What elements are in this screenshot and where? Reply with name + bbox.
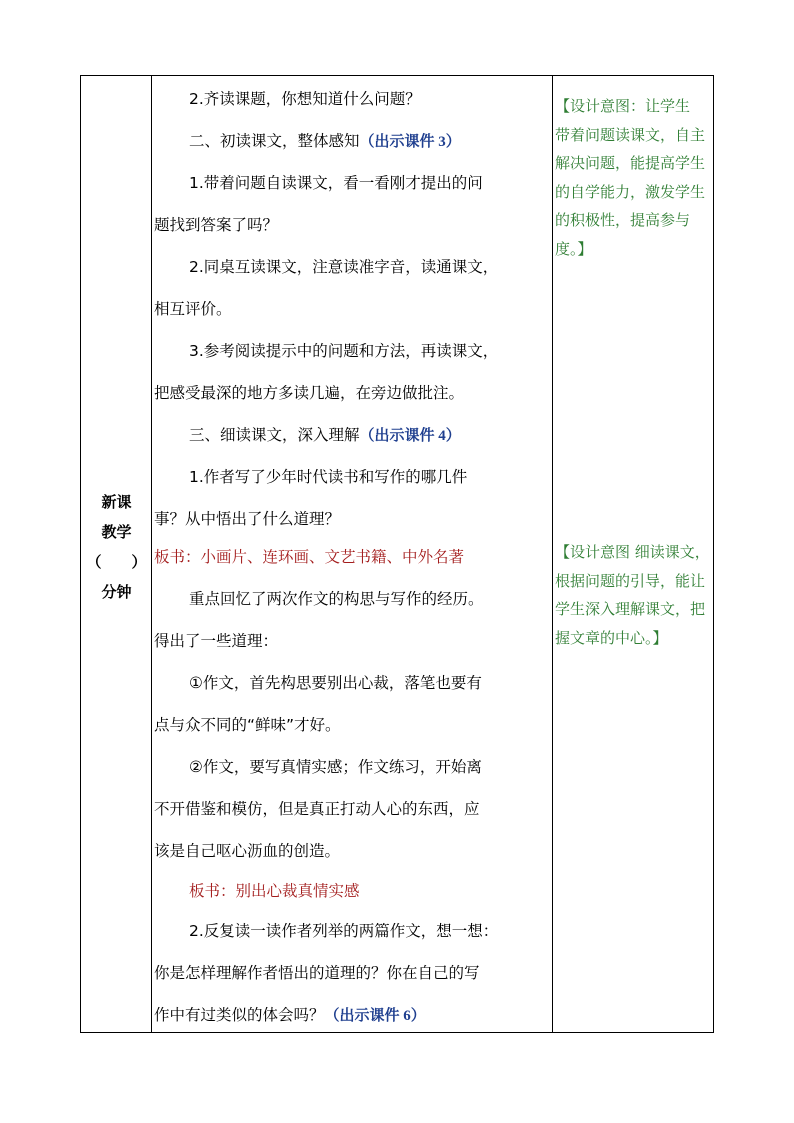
content-line: 得出了一些道理：: [154, 632, 279, 650]
design-note-line: 根据问题的引导，能让: [555, 571, 706, 590]
design-note-line: 【设计意图 细读课文，: [555, 543, 710, 561]
content-line: 2.齐读课题，你想知道什么问题？: [189, 90, 421, 108]
section-label-cell: [81, 76, 152, 1032]
design-note-line: 的自学能力，激发学生: [555, 182, 706, 201]
courseware-ref: （出示课件 4）: [359, 428, 461, 444]
section-label-line: 教学: [101, 523, 132, 541]
content-heading: 三、细读课文，深入理解（出示课件 4）: [189, 426, 461, 444]
lesson-content-cell: [152, 76, 553, 1032]
courseware-ref: （出示课件 6）: [324, 1008, 426, 1024]
board-note: 板书：小画片、连环画、文艺书籍、中外名著: [154, 548, 465, 566]
content-heading: 二、初读课文，整体感知（出示课件 3）: [189, 132, 461, 150]
content-line: 3.参考阅读提示中的问题和方法，再读课文，: [189, 342, 499, 360]
content-line: 事？从中悟出了什么道理？: [154, 510, 341, 528]
design-note-line: 【设计意图：让学生: [555, 97, 691, 115]
board-note: 板书：别出心裁真情实感: [189, 882, 360, 900]
content-line: 你是怎样理解作者悟出的道理的？你在自己的写: [154, 964, 480, 982]
lesson-table: [80, 75, 714, 1033]
content-line: 把感受最深的地方多读几遍，在旁边做批注。: [154, 384, 465, 402]
content-line: 2.反复读一读作者列举的两篇作文，想一想：: [189, 922, 499, 940]
design-note-line: 握文章的中心。】: [555, 628, 668, 647]
section-label-line: 新课: [101, 493, 132, 511]
content-line: 不开借鉴和模仿，但是真正打动人心的东西，应: [154, 800, 480, 818]
content-line: 1.作者写了少年时代读书和写作的哪几件: [189, 468, 468, 486]
content-line: 作中有过类似的体会吗？（出示课件 6）: [154, 1006, 426, 1024]
content-line: 2.同桌互读课文，注意读准字音，读通课文，: [189, 258, 499, 276]
design-note-line: 的积极性，提高参与: [555, 211, 691, 229]
content-line: 重点回忆了两次作文的构思与写作的经历。: [189, 590, 484, 608]
design-note-line: 学生深入理解课文，把: [555, 600, 706, 618]
content-line: ①作文，首先构思要别出心裁，落笔也要有: [189, 674, 482, 692]
content-line: 点与众不同的“鲜味”才好。: [154, 716, 341, 734]
content-line: 1.带着问题自读课文，看一看刚才提出的问: [189, 174, 483, 192]
design-intent-cell: [553, 76, 714, 1032]
content-line: 该是自己呕心沥血的创造。: [154, 842, 341, 860]
courseware-ref: （出示课件 3）: [359, 134, 461, 150]
design-note-line: 度。】: [555, 239, 593, 258]
content-line: ②作文，要写真情实感；作文练习，开始离: [189, 758, 482, 776]
design-note-line: 解决问题，能提高学生: [555, 154, 706, 172]
content-line: 题找到答案了吗？: [154, 216, 279, 234]
section-label-line: （ ）: [86, 553, 147, 571]
content-line: 相互评价。: [154, 300, 232, 318]
design-note-line: 带着问题读课文，自主: [555, 125, 706, 144]
section-label-line: 分钟: [101, 583, 132, 601]
